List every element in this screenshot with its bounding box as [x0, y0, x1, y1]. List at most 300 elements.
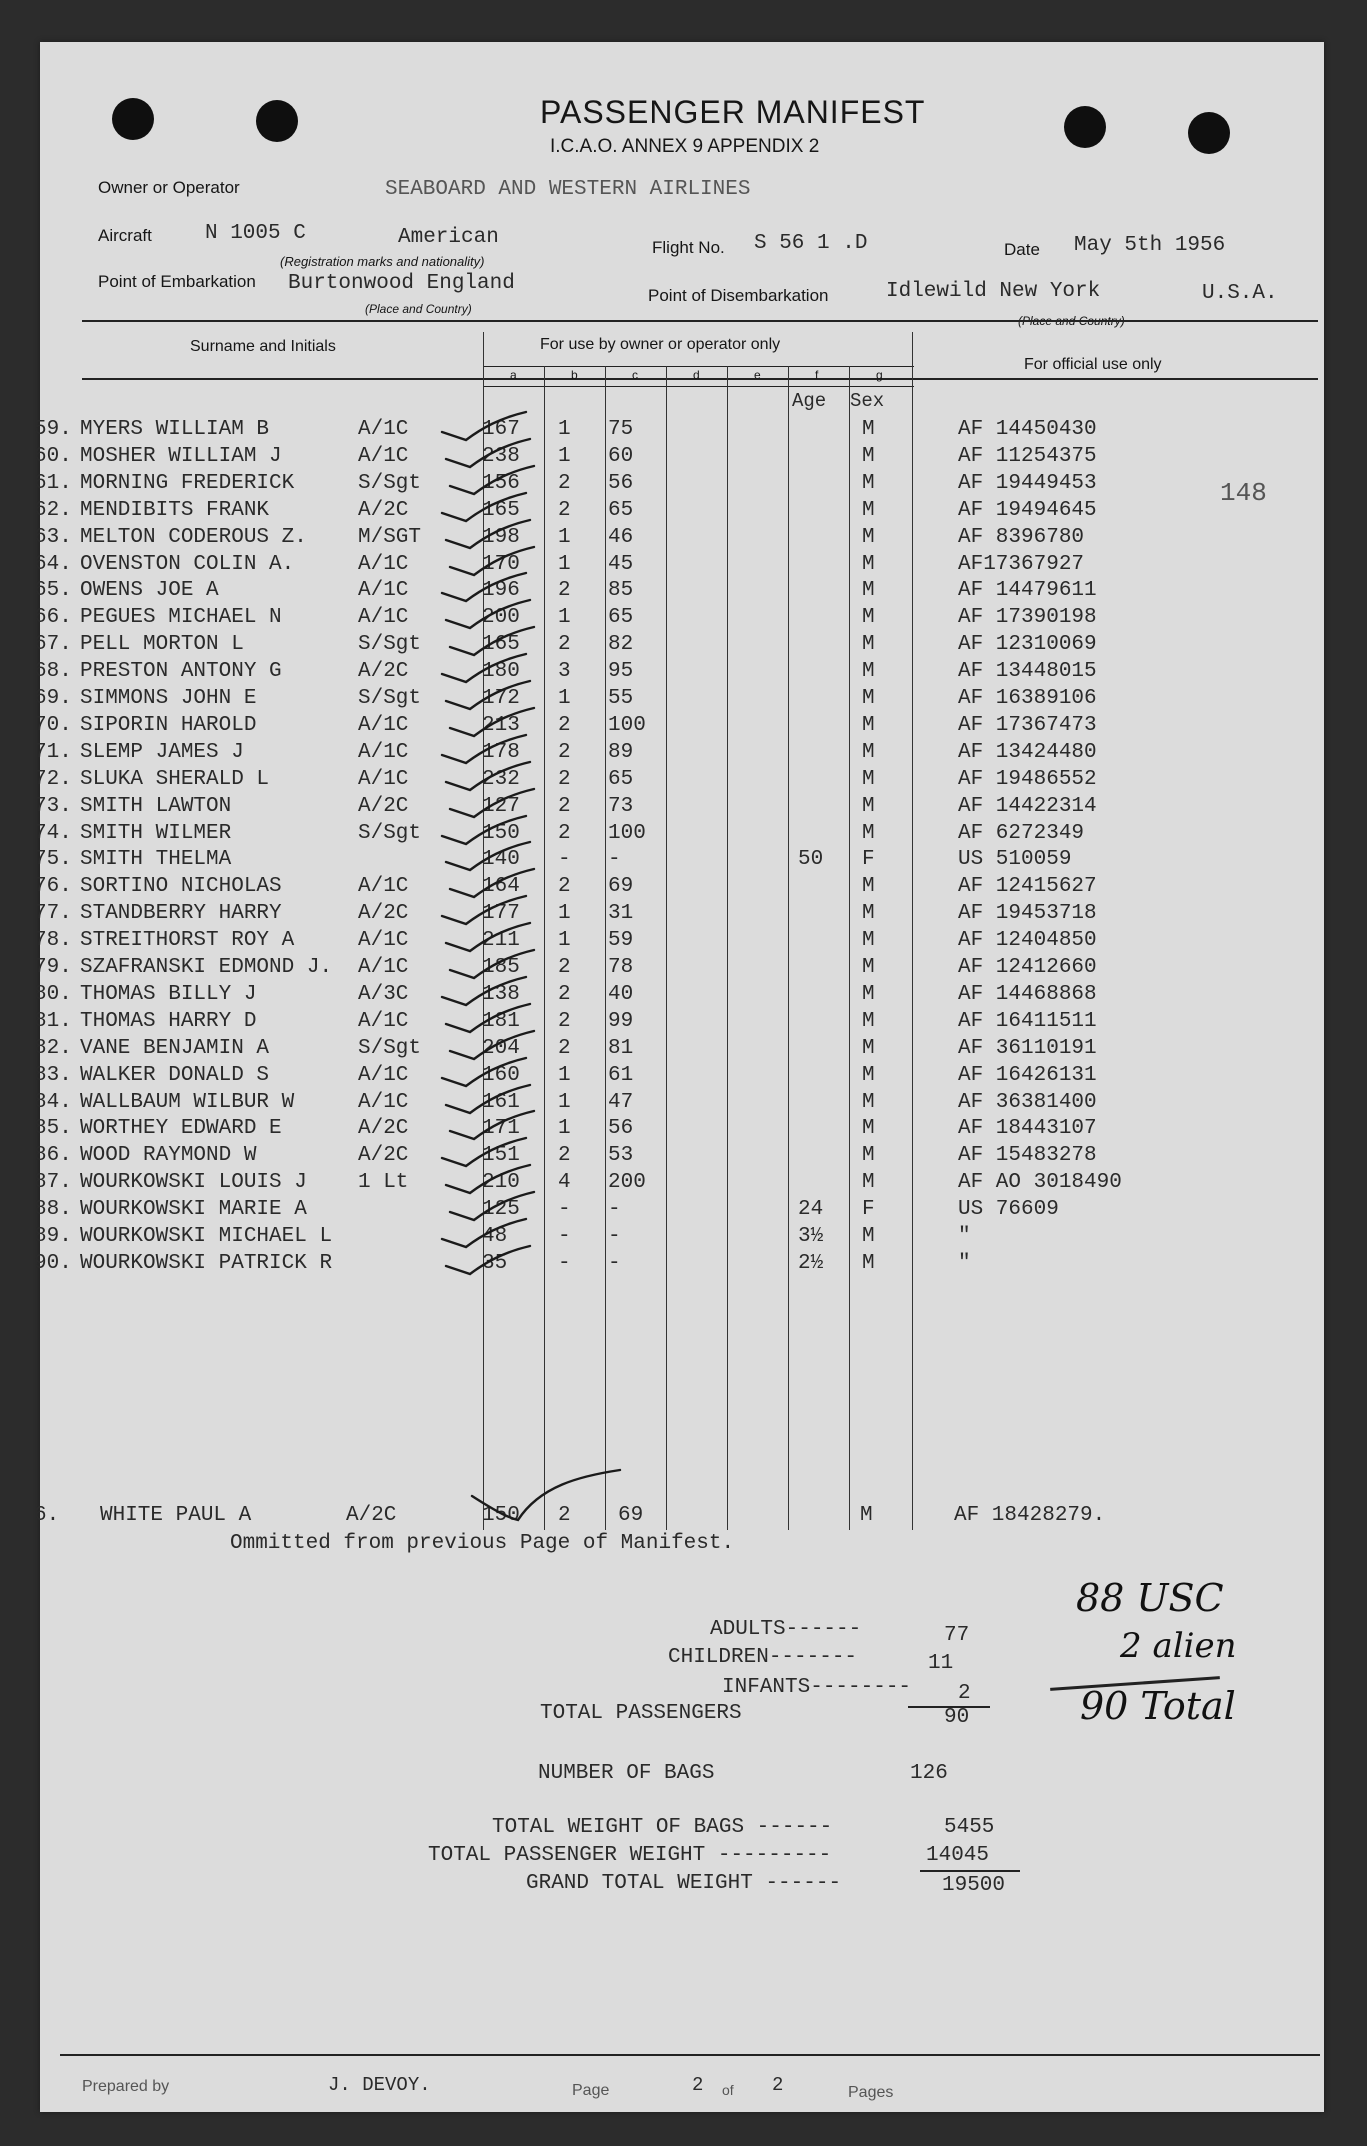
row-checkmark-stroke [446, 439, 530, 467]
passenger-id: US 510059 [958, 848, 1072, 872]
row-number: 61. [34, 471, 72, 495]
passenger-age: 2½ [798, 1251, 824, 1275]
row-checkmark-stroke [442, 977, 526, 1005]
passenger-sex: M [862, 875, 875, 899]
passenger-rank: S/Sgt [358, 821, 422, 845]
passenger-sex: M [862, 1225, 875, 1248]
passenger-weight: 181 [482, 1009, 520, 1033]
bag-count: 1 [558, 552, 571, 576]
bag-weight: - [608, 848, 621, 872]
bag-count: 2 [558, 579, 571, 603]
passenger-sex: M [862, 579, 875, 603]
passenger-id: US 76609 [958, 1198, 1059, 1222]
passenger-id: AF 11254375 [958, 444, 1097, 468]
bag-weight: 40 [608, 982, 634, 1006]
punch-hole-2 [256, 100, 298, 142]
passenger-id: AF 6272349 [958, 821, 1085, 845]
passenger-rank: A/1C [358, 956, 409, 979]
passenger-id: AF 19486552 [958, 767, 1097, 791]
passenger-name: VANE BENJAMIN A [80, 1036, 270, 1060]
passenger-rank: A/1C [358, 929, 409, 953]
passenger-weight: 232 [482, 767, 520, 791]
passenger-rank: A/1C [358, 740, 409, 764]
bag-weight: 47 [608, 1090, 634, 1114]
row-checkmark-stroke [450, 547, 534, 575]
passenger-id: AF 14450430 [958, 418, 1097, 441]
row-checkmark-stroke [442, 735, 526, 763]
bag-count: 4 [558, 1171, 571, 1195]
bag-count: 1 [558, 1063, 571, 1087]
passenger-sex: M [862, 1009, 875, 1033]
pages-label: Pages [848, 2084, 894, 2101]
passenger-weight: 138 [482, 982, 520, 1006]
prepared-by-value: J. DEVOY. [328, 2074, 431, 2096]
row-number: 89. [34, 1225, 72, 1248]
row-checkmark-stroke [446, 762, 530, 790]
passenger-id: AF 36110191 [958, 1036, 1097, 1060]
bag-weight: 56 [608, 1117, 634, 1141]
row-number: 74. [34, 821, 72, 845]
passenger-weight: 213 [482, 713, 520, 737]
bag-count: 2 [558, 767, 571, 791]
passenger-rank: A/2C [358, 1144, 409, 1168]
passenger-sex: M [862, 767, 875, 791]
passenger-name: WORTHEY EDWARD E [80, 1117, 282, 1141]
col-letter-f: f [815, 368, 819, 382]
passenger-id: AF 19453718 [958, 902, 1097, 926]
passenger-id: AF 19494645 [958, 498, 1097, 522]
passenger-weight: 165 [482, 498, 520, 522]
bag-count: 1 [558, 418, 571, 441]
passenger-sex: M [862, 660, 875, 684]
passenger-sex: M [862, 1090, 875, 1114]
passenger-id: AF 16389106 [958, 687, 1097, 710]
passenger-weight: 140 [482, 848, 520, 872]
bag-weight: - [608, 1225, 621, 1248]
bag-weight: 53 [608, 1144, 634, 1168]
bag-count: 2 [558, 633, 571, 657]
bag-count: - [558, 1251, 571, 1275]
row-checkmark-stroke [450, 466, 534, 494]
number-of-bags-label: NUMBER OF BAGS [538, 1762, 715, 1785]
embarkation-note: (Place and Country) [365, 302, 472, 316]
row-number: 88. [34, 1198, 72, 1222]
row-checkmark-stroke [446, 1165, 530, 1193]
aircraft-nationality: American [398, 226, 499, 249]
passenger-rank: A/2C [358, 1117, 409, 1141]
total-passenger-weight-label: TOTAL PASSENGER WEIGHT --------- [428, 1844, 832, 1867]
bag-weight: 45 [608, 552, 634, 576]
bag-count: 1 [558, 929, 571, 953]
passenger-id: AF 14422314 [958, 794, 1097, 818]
owner-use-column-header: For use by owner or operator only [540, 336, 781, 353]
passenger-sex: M [862, 902, 875, 926]
col-letter-d: d [693, 368, 700, 382]
row-checkmark-stroke [450, 869, 534, 897]
row-number: 73. [34, 794, 72, 818]
passenger-name: SMITH WILMER [80, 821, 232, 845]
bag-count: - [558, 1198, 571, 1222]
passenger-age: 24 [798, 1198, 824, 1222]
passenger-id: AF 16411511 [958, 1009, 1097, 1033]
passenger-weight: 238 [482, 444, 520, 468]
omitted-row-bag-weight: 69 [618, 1504, 644, 1527]
passenger-sex: M [862, 821, 875, 845]
bag-count: 1 [558, 687, 571, 710]
bag-weight: 100 [608, 821, 646, 845]
children-label: CHILDREN------- [668, 1646, 858, 1669]
page-of-label: of [722, 2082, 734, 2098]
omitted-row-name: WHITE PAUL A [100, 1504, 252, 1527]
flight-label: Flight No. [652, 238, 725, 257]
passenger-sex: M [862, 1144, 875, 1168]
passenger-weight: 160 [482, 1063, 520, 1087]
bag-weight: 65 [608, 767, 634, 791]
passenger-rank: A/1C [358, 1090, 409, 1114]
row-checkmark-stroke [446, 923, 530, 951]
row-checkmark-stroke [446, 681, 530, 709]
row-number: 87. [34, 1171, 72, 1195]
passenger-sex: M [862, 956, 875, 979]
handwritten-usc-count: 88 USC [1076, 1576, 1224, 1620]
row-checkmark-stroke [446, 1004, 530, 1032]
row-checkmark-stroke [442, 654, 526, 682]
handwritten-alien-count: 2 alien [1120, 1626, 1237, 1666]
passenger-name: PEGUES MICHAEL N [80, 606, 282, 630]
passenger-weight: 151 [482, 1144, 520, 1168]
bag-weight: 100 [608, 713, 646, 737]
passenger-rank: A/2C [358, 660, 409, 684]
col-rule-c [605, 366, 606, 1530]
passenger-sex: M [862, 1117, 875, 1141]
passenger-name: OWENS JOE A [80, 579, 219, 603]
passenger-sex: M [862, 1251, 875, 1275]
passenger-weight: 196 [482, 579, 520, 603]
bag-weight: 55 [608, 687, 634, 710]
registration-note: (Registration marks and nationality) [280, 254, 485, 269]
passenger-name: WOURKOWSKI MARIE A [80, 1198, 307, 1222]
owner-label: Owner or Operator [98, 178, 240, 197]
omitted-row-number: 6. [34, 1504, 60, 1527]
row-number: 64. [34, 552, 72, 576]
passenger-name: WOOD RAYMOND W [80, 1144, 257, 1168]
row-checkmark-stroke [446, 520, 530, 548]
total-passengers-label: TOTAL PASSENGERS [540, 1702, 742, 1725]
infants-label: INFANTS-------- [722, 1676, 912, 1699]
passenger-sex: M [862, 498, 875, 522]
passenger-rank: A/2C [358, 498, 409, 522]
row-checkmark-stroke [446, 1246, 530, 1274]
passenger-name: SMITH THELMA [80, 848, 232, 872]
passenger-weight: 177 [482, 902, 520, 926]
passenger-name: WALKER DONALD S [80, 1063, 270, 1087]
footer-rule [60, 2054, 1320, 2056]
page-total: 2 [772, 2074, 784, 2096]
passenger-rank: S/Sgt [358, 687, 422, 710]
aircraft-label: Aircraft [98, 226, 152, 245]
flight-value: S 56 1 .D [754, 232, 868, 255]
col-letter-c: c [632, 368, 638, 382]
passenger-weight: 178 [482, 740, 520, 764]
table-top-rule [82, 320, 1318, 322]
row-number: 62. [34, 498, 72, 522]
punch-hole-3 [1064, 106, 1106, 148]
number-of-bags-count: 126 [910, 1762, 948, 1785]
row-checkmark-stroke [446, 842, 530, 870]
passenger-sex: M [862, 1036, 875, 1060]
col-rule-e [727, 366, 728, 1530]
bag-weight: 200 [608, 1171, 646, 1195]
passenger-id: AF 17390198 [958, 606, 1097, 630]
passenger-weight: 210 [482, 1171, 520, 1195]
row-checkmark-stroke [442, 573, 526, 601]
passenger-id: AF 14479611 [958, 579, 1097, 603]
row-checkmark-stroke [450, 1192, 534, 1220]
row-number: 69. [34, 687, 72, 710]
disembarkation-note: (Place and Country) [1018, 314, 1125, 328]
bag-count: 2 [558, 794, 571, 818]
passenger-sex: M [862, 525, 875, 549]
bag-count: 3 [558, 660, 571, 684]
bag-count: 1 [558, 1117, 571, 1141]
passenger-age: 3½ [798, 1225, 824, 1248]
row-checkmark-stroke [446, 1085, 530, 1113]
passenger-sex: M [862, 633, 875, 657]
row-number: 59. [34, 418, 72, 441]
omitted-row-rank: A/2C [346, 1504, 397, 1527]
passenger-id: AF 14468868 [958, 982, 1097, 1006]
bag-weight: - [608, 1251, 621, 1275]
grand-total-weight-label: GRAND TOTAL WEIGHT ------ [526, 1872, 842, 1895]
bag-weight: 65 [608, 606, 634, 630]
disembarkation-country: U.S.A. [1202, 282, 1278, 305]
bag-weight: 85 [608, 579, 634, 603]
passenger-name: PELL MORTON L [80, 633, 244, 657]
infants-count: 2 [958, 1682, 971, 1705]
passenger-rank: 1 Lt [358, 1171, 409, 1195]
passenger-rank: S/Sgt [358, 633, 422, 657]
passenger-id: AF 18443107 [958, 1117, 1097, 1141]
bag-count: 2 [558, 713, 571, 737]
passenger-name: MELTON CODEROUS Z. [80, 525, 307, 549]
row-checkmark [444, 1244, 534, 1278]
date-value: May 5th 1956 [1074, 234, 1226, 257]
header-bottom-rule [82, 378, 1318, 380]
passenger-weight: 200 [482, 606, 520, 630]
passenger-weight: 198 [482, 525, 520, 549]
bag-weight: 60 [608, 444, 634, 468]
omitted-note: Ommitted from previous Page of Manifest. [230, 1532, 735, 1555]
embarkation-label: Point of Embarkation [98, 272, 256, 291]
col-letter-e: e [754, 368, 761, 382]
passenger-rank: A/1C [358, 579, 409, 603]
omitted-row-checkmark [470, 1466, 630, 1526]
total-bag-weight: 5455 [944, 1816, 995, 1839]
row-number: 67. [34, 633, 72, 657]
omitted-row-bags: 2 [558, 1504, 571, 1527]
passenger-sex: F [862, 848, 875, 872]
passenger-sex: M [862, 418, 875, 441]
passenger-name: WALLBAUM WILBUR W [80, 1090, 295, 1114]
passenger-name: MYERS WILLIAM B [80, 418, 270, 441]
passenger-rank: A/1C [358, 1009, 409, 1033]
col-rule-official [912, 332, 913, 1530]
sex-column-header: Sex [850, 390, 885, 412]
row-checkmark-stroke [450, 789, 534, 817]
omitted-row-id: AF 18428279. [954, 1504, 1106, 1527]
row-number: 66. [34, 606, 72, 630]
row-number: 70. [34, 713, 72, 737]
passenger-weight: 167 [482, 418, 520, 441]
bag-weight: 31 [608, 902, 634, 926]
bag-count: 2 [558, 1009, 571, 1033]
bag-weight: 46 [608, 525, 634, 549]
children-count: 11 [928, 1652, 954, 1675]
passenger-weight: 180 [482, 660, 520, 684]
passenger-id: AF 17367473 [958, 713, 1097, 737]
date-label: Date [1004, 240, 1040, 259]
row-number: 83. [34, 1063, 72, 1087]
passenger-weight: 185 [482, 956, 520, 979]
passenger-name: PRESTON ANTONY G [80, 660, 282, 684]
total-passengers-count: 90 [944, 1706, 970, 1729]
passenger-id: AF 13424480 [958, 740, 1097, 764]
owner-value: SEABOARD AND WESTERN AIRLINES [385, 178, 751, 201]
passenger-rank: A/1C [358, 444, 409, 468]
passenger-name: SLUKA SHERALD L [80, 767, 270, 791]
bag-count: 2 [558, 498, 571, 522]
page-subtitle: I.C.A.O. ANNEX 9 APPENDIX 2 [550, 136, 820, 157]
passenger-id: AF AO 3018490 [958, 1171, 1122, 1195]
row-checkmark-stroke [450, 708, 534, 736]
passenger-weight: 35 [482, 1251, 508, 1275]
bag-weight: 81 [608, 1036, 634, 1060]
passenger-id: AF 12404850 [958, 929, 1097, 953]
passenger-weight: 125 [482, 1198, 520, 1222]
surname-column-header: Surname and Initials [190, 338, 336, 355]
passenger-id: " [958, 1225, 971, 1248]
col-rule-d [666, 366, 667, 1530]
passenger-id: AF 12310069 [958, 633, 1097, 657]
passenger-weight: 171 [482, 1117, 520, 1141]
punch-hole-4 [1188, 112, 1230, 154]
passenger-name: WOURKOWSKI MICHAEL L [80, 1225, 333, 1248]
passenger-weight: 211 [482, 929, 520, 953]
passenger-weight: 156 [482, 471, 520, 495]
row-checkmark-stroke [442, 412, 526, 440]
bag-count: 2 [558, 740, 571, 764]
bag-count: 1 [558, 1090, 571, 1114]
manifest-sheet [34, 42, 1324, 2112]
col-rule-g [849, 366, 850, 1530]
col-letter-g: g [876, 368, 883, 382]
passenger-rank: A/2C [358, 902, 409, 926]
row-number: 72. [34, 767, 72, 791]
passenger-weight: 164 [482, 875, 520, 899]
prepared-by-label: Prepared by [82, 2078, 170, 2095]
disembarkation-label: Point of Disembarkation [648, 286, 829, 305]
passenger-id: AF 13448015 [958, 660, 1097, 684]
passenger-name: WOURKOWSKI LOUIS J [80, 1171, 307, 1195]
bag-weight: 89 [608, 740, 634, 764]
punch-hole-1 [112, 98, 154, 140]
page-number: 2 [692, 2074, 704, 2096]
passenger-name: THOMAS HARRY D [80, 1009, 257, 1033]
row-number: 68. [34, 660, 72, 684]
passenger-sex: F [862, 1198, 875, 1222]
passenger-sex: M [862, 1171, 875, 1195]
passenger-sex: M [862, 713, 875, 737]
col-rule-f [788, 366, 789, 1530]
passenger-rank: A/1C [358, 1063, 409, 1087]
total-passenger-weight: 14045 [926, 1844, 990, 1867]
passenger-rank: A/3C [358, 982, 409, 1006]
passenger-id: AF17367927 [958, 552, 1085, 576]
row-checkmark-stroke [442, 1219, 526, 1247]
passenger-sex: M [862, 740, 875, 764]
passenger-name: SIPORIN HAROLD [80, 713, 257, 737]
row-number: 65. [34, 579, 72, 603]
passenger-sex: M [862, 982, 875, 1006]
row-number: 80. [34, 982, 72, 1006]
passenger-name: OVENSTON COLIN A. [80, 552, 295, 576]
col-letter-b: b [571, 368, 578, 382]
row-checkmark-stroke [450, 1031, 534, 1059]
row-number: 85. [34, 1117, 72, 1141]
passenger-weight: 150 [482, 821, 520, 845]
bag-count: 1 [558, 902, 571, 926]
passenger-rank: A/1C [358, 552, 409, 576]
page-label: Page [572, 2082, 610, 2099]
passenger-rank: M/SGT [358, 525, 422, 549]
row-checkmark-stroke [450, 627, 534, 655]
passenger-name: WOURKOWSKI PATRICK R [80, 1251, 333, 1275]
row-checkmark-stroke [442, 816, 526, 844]
col-letter-a: a [510, 368, 517, 382]
passenger-sex: M [862, 1063, 875, 1087]
passenger-sex: M [862, 552, 875, 576]
passenger-weight: 165 [482, 633, 520, 657]
passenger-id: AF 16426131 [958, 1063, 1097, 1087]
page-title: PASSENGER MANIFEST [540, 94, 926, 130]
passenger-sex: M [862, 471, 875, 495]
row-number: 79. [34, 956, 72, 979]
passenger-weight: 48 [482, 1225, 508, 1248]
passenger-name: SMITH LAWTON [80, 794, 232, 818]
row-checkmark-stroke [442, 896, 526, 924]
row-number: 84. [34, 1090, 72, 1114]
bag-count: 2 [558, 982, 571, 1006]
bag-weight: 65 [608, 498, 634, 522]
bag-count: 2 [558, 471, 571, 495]
bag-count: - [558, 848, 571, 872]
passenger-name: MORNING FREDERICK [80, 471, 295, 495]
bag-weight: 95 [608, 660, 634, 684]
passenger-rank: S/Sgt [358, 471, 422, 495]
bag-count: 2 [558, 1036, 571, 1060]
bag-count: 1 [558, 444, 571, 468]
passenger-id: AF 36381400 [958, 1090, 1097, 1114]
bag-count: 2 [558, 875, 571, 899]
passenger-rank: A/1C [358, 875, 409, 899]
passenger-name: SLEMP JAMES J [80, 740, 244, 764]
row-checkmark-stroke [450, 950, 534, 978]
bag-weight: - [608, 1198, 621, 1222]
passenger-id: AF 15483278 [958, 1144, 1097, 1168]
row-number: 82. [34, 1036, 72, 1060]
row-checkmark-stroke [442, 1058, 526, 1086]
passenger-id: AF 12412660 [958, 956, 1097, 979]
